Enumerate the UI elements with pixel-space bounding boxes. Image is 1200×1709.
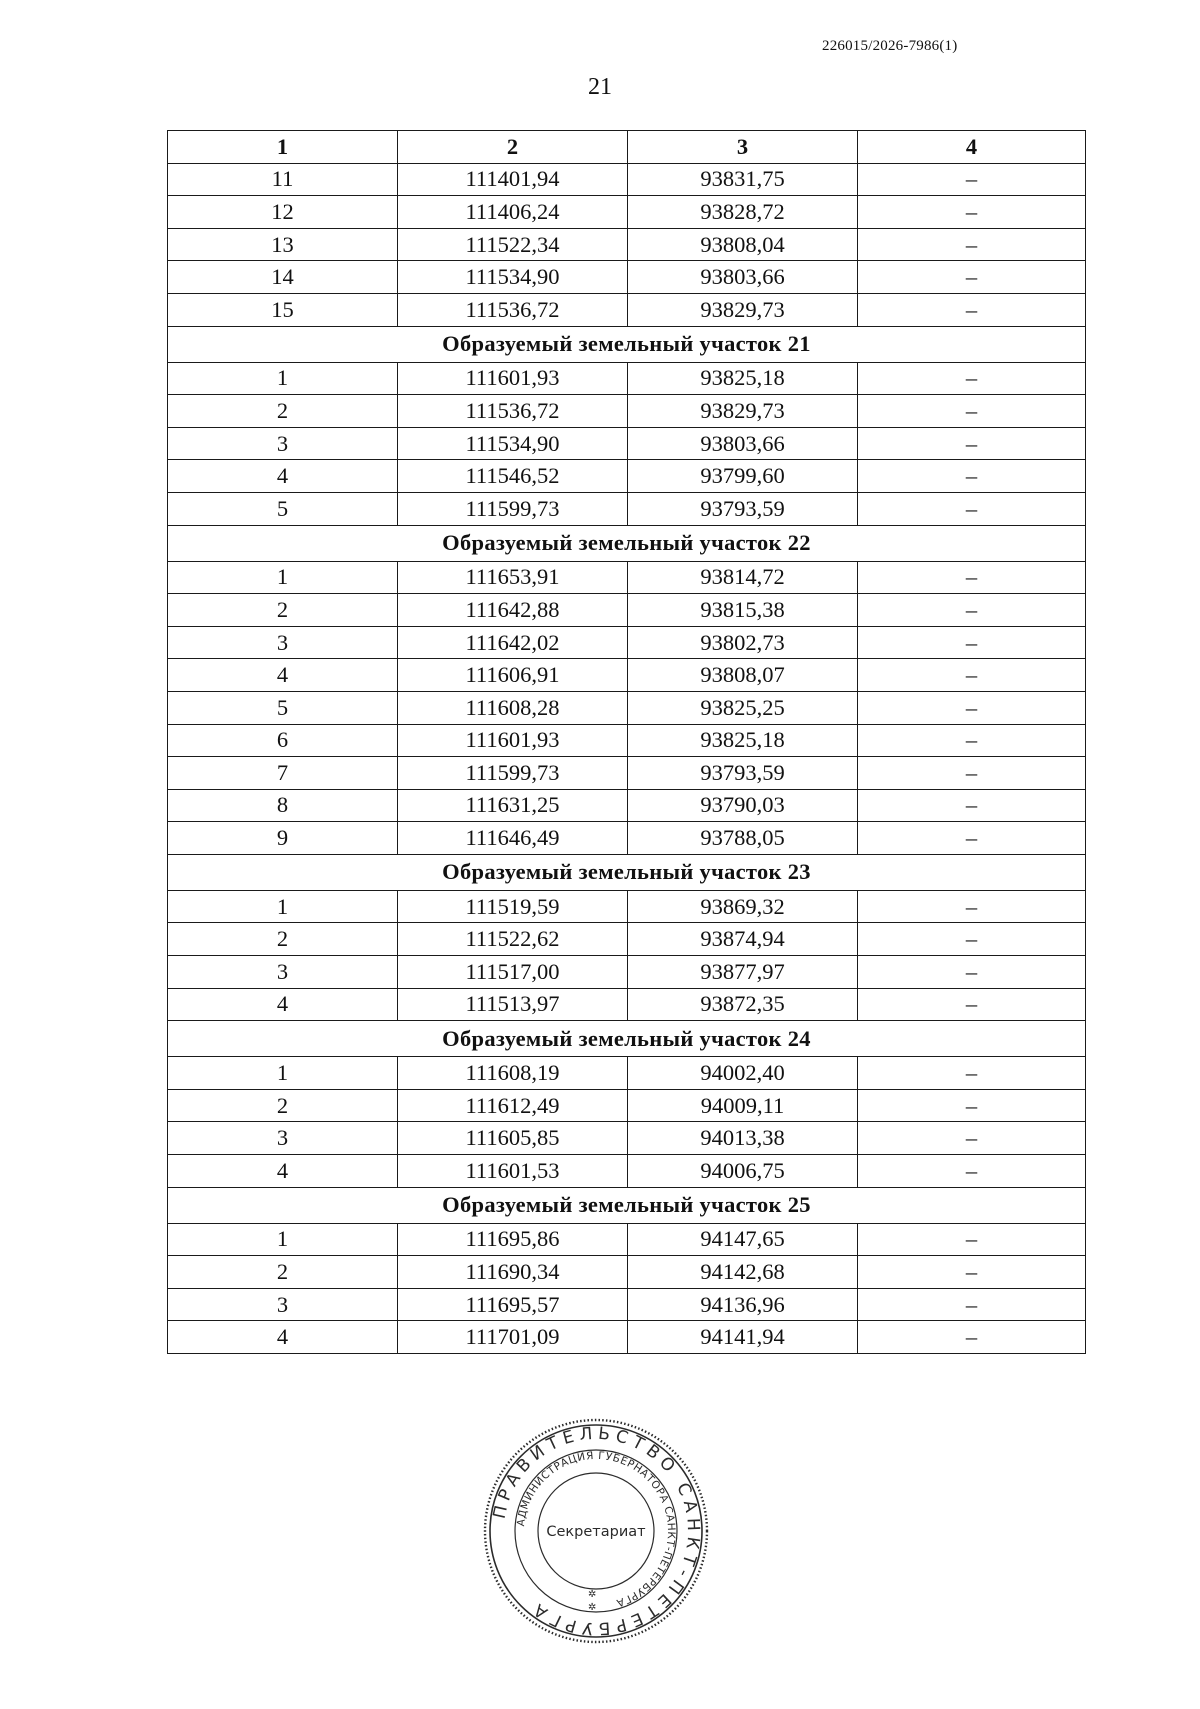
table-row <box>168 261 1086 294</box>
section-title: Образуемый земельный участок 22 <box>168 525 1086 561</box>
note-cell: – <box>858 1089 1086 1122</box>
point-number-cell: 11 <box>168 163 398 196</box>
table-row <box>168 228 1086 261</box>
y-coordinate-cell: 94009,11 <box>628 1089 858 1122</box>
y-coordinate-cell: 93877,97 <box>628 956 858 989</box>
x-coordinate-cell: 111695,57 <box>398 1288 628 1321</box>
x-coordinate-cell: 111653,91 <box>398 561 628 594</box>
point-number-cell: 1 <box>168 561 398 594</box>
point-number-cell: 1 <box>168 1223 398 1256</box>
note-cell: – <box>858 362 1086 395</box>
x-coordinate-cell: 111701,09 <box>398 1321 628 1354</box>
note-cell: – <box>858 757 1086 790</box>
y-coordinate-cell: 93788,05 <box>628 822 858 855</box>
point-number-cell: 14 <box>168 261 398 294</box>
note-cell: – <box>858 724 1086 757</box>
point-number-cell: 3 <box>168 1288 398 1321</box>
table-row <box>168 1122 1086 1155</box>
note-cell: – <box>858 293 1086 326</box>
table-row <box>168 362 1086 395</box>
section-header-row <box>168 1187 1086 1223</box>
point-number-cell: 1 <box>168 890 398 923</box>
x-coordinate-cell: 111599,73 <box>398 757 628 790</box>
y-coordinate-cell: 94141,94 <box>628 1321 858 1354</box>
y-coordinate-cell: 93874,94 <box>628 923 858 956</box>
x-coordinate-cell: 111522,62 <box>398 923 628 956</box>
x-coordinate-cell: 111642,02 <box>398 626 628 659</box>
note-cell: – <box>858 228 1086 261</box>
y-coordinate-cell: 93803,66 <box>628 261 858 294</box>
y-coordinate-cell: 93828,72 <box>628 196 858 229</box>
note-cell: – <box>858 1223 1086 1256</box>
section-title: Образуемый земельный участок 25 <box>168 1187 1086 1223</box>
table-row <box>168 1256 1086 1289</box>
note-cell: – <box>858 890 1086 923</box>
table-row <box>168 1155 1086 1188</box>
table-row <box>168 1057 1086 1090</box>
table-row <box>168 395 1086 428</box>
note-cell: – <box>858 492 1086 525</box>
y-coordinate-cell: 94013,38 <box>628 1122 858 1155</box>
x-coordinate-cell: 111534,90 <box>398 427 628 460</box>
x-coordinate-cell: 111690,34 <box>398 1256 628 1289</box>
note-cell: – <box>858 1057 1086 1090</box>
table-row <box>168 659 1086 692</box>
table-header-row <box>168 131 1086 164</box>
stamp-center-label: Секретариат <box>546 1524 646 1540</box>
point-number-cell: 4 <box>168 1321 398 1354</box>
y-coordinate-cell: 93814,72 <box>628 561 858 594</box>
y-coordinate-cell: 94006,75 <box>628 1155 858 1188</box>
note-cell: – <box>858 460 1086 493</box>
note-cell: – <box>858 822 1086 855</box>
document-number: 226015/2026-7986(1) <box>822 38 958 54</box>
point-number-cell: 2 <box>168 1089 398 1122</box>
y-coordinate-cell: 93829,73 <box>628 293 858 326</box>
y-coordinate-cell: 93808,04 <box>628 228 858 261</box>
note-cell: – <box>858 261 1086 294</box>
y-coordinate-cell: 93869,32 <box>628 890 858 923</box>
table-row <box>168 757 1086 790</box>
note-cell: – <box>858 1155 1086 1188</box>
column-header: 2 <box>398 131 628 164</box>
note-cell: – <box>858 395 1086 428</box>
x-coordinate-cell: 111406,24 <box>398 196 628 229</box>
note-cell: – <box>858 691 1086 724</box>
table-row <box>168 923 1086 956</box>
table-row <box>168 988 1086 1021</box>
note-cell: – <box>858 1321 1086 1354</box>
section-header-row <box>168 1021 1086 1057</box>
point-number-cell: 1 <box>168 1057 398 1090</box>
point-number-cell: 3 <box>168 427 398 460</box>
column-header: 4 <box>858 131 1086 164</box>
y-coordinate-cell: 93825,25 <box>628 691 858 724</box>
y-coordinate-cell: 93872,35 <box>628 988 858 1021</box>
table-row <box>168 427 1086 460</box>
y-coordinate-cell: 94002,40 <box>628 1057 858 1090</box>
point-number-cell: 15 <box>168 293 398 326</box>
y-coordinate-cell: 94147,65 <box>628 1223 858 1256</box>
note-cell: – <box>858 956 1086 989</box>
x-coordinate-cell: 111599,73 <box>398 492 628 525</box>
x-coordinate-cell: 111605,85 <box>398 1122 628 1155</box>
coordinates-table <box>167 130 1086 1354</box>
table-row <box>168 1321 1086 1354</box>
y-coordinate-cell: 94136,96 <box>628 1288 858 1321</box>
point-number-cell: 3 <box>168 956 398 989</box>
note-cell: – <box>858 163 1086 196</box>
note-cell: – <box>858 1288 1086 1321</box>
svg-text:✲: ✲ <box>588 1589 597 1600</box>
x-coordinate-cell: 111608,19 <box>398 1057 628 1090</box>
point-number-cell: 2 <box>168 395 398 428</box>
point-number-cell: 4 <box>168 988 398 1021</box>
table-row <box>168 561 1086 594</box>
table-row <box>168 293 1086 326</box>
page-number: 21 <box>588 74 612 100</box>
y-coordinate-cell: 93802,73 <box>628 626 858 659</box>
section-header-row <box>168 326 1086 362</box>
point-number-cell: 13 <box>168 228 398 261</box>
x-coordinate-cell: 111546,52 <box>398 460 628 493</box>
y-coordinate-cell: 93793,59 <box>628 492 858 525</box>
x-coordinate-cell: 111601,53 <box>398 1155 628 1188</box>
x-coordinate-cell: 111642,88 <box>398 594 628 627</box>
y-coordinate-cell: 93831,75 <box>628 163 858 196</box>
stamp-outer-text: ПРАВИТЕЛЬСТВО САНКТ-ПЕТЕРБУРГА <box>489 1423 704 1639</box>
table-row <box>168 1223 1086 1256</box>
section-title: Образуемый земельный участок 23 <box>168 854 1086 890</box>
point-number-cell: 2 <box>168 1256 398 1289</box>
y-coordinate-cell: 93829,73 <box>628 395 858 428</box>
point-number-cell: 1 <box>168 362 398 395</box>
note-cell: – <box>858 427 1086 460</box>
y-coordinate-cell: 94142,68 <box>628 1256 858 1289</box>
section-title: Образуемый земельный участок 24 <box>168 1021 1086 1057</box>
x-coordinate-cell: 111522,34 <box>398 228 628 261</box>
section-header-row <box>168 854 1086 890</box>
table-row <box>168 626 1086 659</box>
x-coordinate-cell: 111513,97 <box>398 988 628 1021</box>
point-number-cell: 2 <box>168 923 398 956</box>
x-coordinate-cell: 111517,00 <box>398 956 628 989</box>
table-row <box>168 163 1086 196</box>
table-row <box>168 822 1086 855</box>
table-row <box>168 724 1086 757</box>
x-coordinate-cell: 111519,59 <box>398 890 628 923</box>
x-coordinate-cell: 111606,91 <box>398 659 628 692</box>
x-coordinate-cell: 111608,28 <box>398 691 628 724</box>
note-cell: – <box>858 1122 1086 1155</box>
note-cell: – <box>858 659 1086 692</box>
note-cell: – <box>858 594 1086 627</box>
table-row <box>168 1288 1086 1321</box>
x-coordinate-cell: 111536,72 <box>398 395 628 428</box>
x-coordinate-cell: 111534,90 <box>398 261 628 294</box>
point-number-cell: 7 <box>168 757 398 790</box>
table-row <box>168 594 1086 627</box>
note-cell: – <box>858 626 1086 659</box>
table-row <box>168 460 1086 493</box>
x-coordinate-cell: 111401,94 <box>398 163 628 196</box>
point-number-cell: 9 <box>168 822 398 855</box>
x-coordinate-cell: 111631,25 <box>398 789 628 822</box>
point-number-cell: 5 <box>168 691 398 724</box>
point-number-cell: 4 <box>168 1155 398 1188</box>
point-number-cell: 4 <box>168 460 398 493</box>
table-row <box>168 492 1086 525</box>
note-cell: – <box>858 561 1086 594</box>
y-coordinate-cell: 93803,66 <box>628 427 858 460</box>
star-icon <box>588 1589 596 1613</box>
point-number-cell: 12 <box>168 196 398 229</box>
point-number-cell: 6 <box>168 724 398 757</box>
official-stamp <box>482 1417 710 1645</box>
stamp-inner-text: АДМИНИСТРАЦИЯ ГУБЕРНАТОРА САНКТ-ПЕТЕРБУРГА <box>515 1449 678 1609</box>
svg-text:✲: ✲ <box>588 1602 597 1613</box>
point-number-cell: 2 <box>168 594 398 627</box>
section-header-row <box>168 525 1086 561</box>
x-coordinate-cell: 111536,72 <box>398 293 628 326</box>
point-number-cell: 5 <box>168 492 398 525</box>
y-coordinate-cell: 93825,18 <box>628 724 858 757</box>
point-number-cell: 3 <box>168 1122 398 1155</box>
table-row <box>168 789 1086 822</box>
table-row <box>168 691 1086 724</box>
note-cell: – <box>858 196 1086 229</box>
y-coordinate-cell: 93793,59 <box>628 757 858 790</box>
column-header: 3 <box>628 131 858 164</box>
point-number-cell: 8 <box>168 789 398 822</box>
y-coordinate-cell: 93815,38 <box>628 594 858 627</box>
table-row <box>168 956 1086 989</box>
x-coordinate-cell: 111601,93 <box>398 362 628 395</box>
section-title: Образуемый земельный участок 21 <box>168 326 1086 362</box>
note-cell: – <box>858 1256 1086 1289</box>
point-number-cell: 3 <box>168 626 398 659</box>
y-coordinate-cell: 93790,03 <box>628 789 858 822</box>
x-coordinate-cell: 111612,49 <box>398 1089 628 1122</box>
y-coordinate-cell: 93799,60 <box>628 460 858 493</box>
x-coordinate-cell: 111695,86 <box>398 1223 628 1256</box>
note-cell: – <box>858 923 1086 956</box>
y-coordinate-cell: 93808,07 <box>628 659 858 692</box>
y-coordinate-cell: 93825,18 <box>628 362 858 395</box>
point-number-cell: 4 <box>168 659 398 692</box>
table-body <box>168 163 1086 1353</box>
column-header: 1 <box>168 131 398 164</box>
x-coordinate-cell: 111601,93 <box>398 724 628 757</box>
table-row <box>168 196 1086 229</box>
note-cell: – <box>858 988 1086 1021</box>
table-row <box>168 890 1086 923</box>
note-cell: – <box>858 789 1086 822</box>
x-coordinate-cell: 111646,49 <box>398 822 628 855</box>
table-row <box>168 1089 1086 1122</box>
